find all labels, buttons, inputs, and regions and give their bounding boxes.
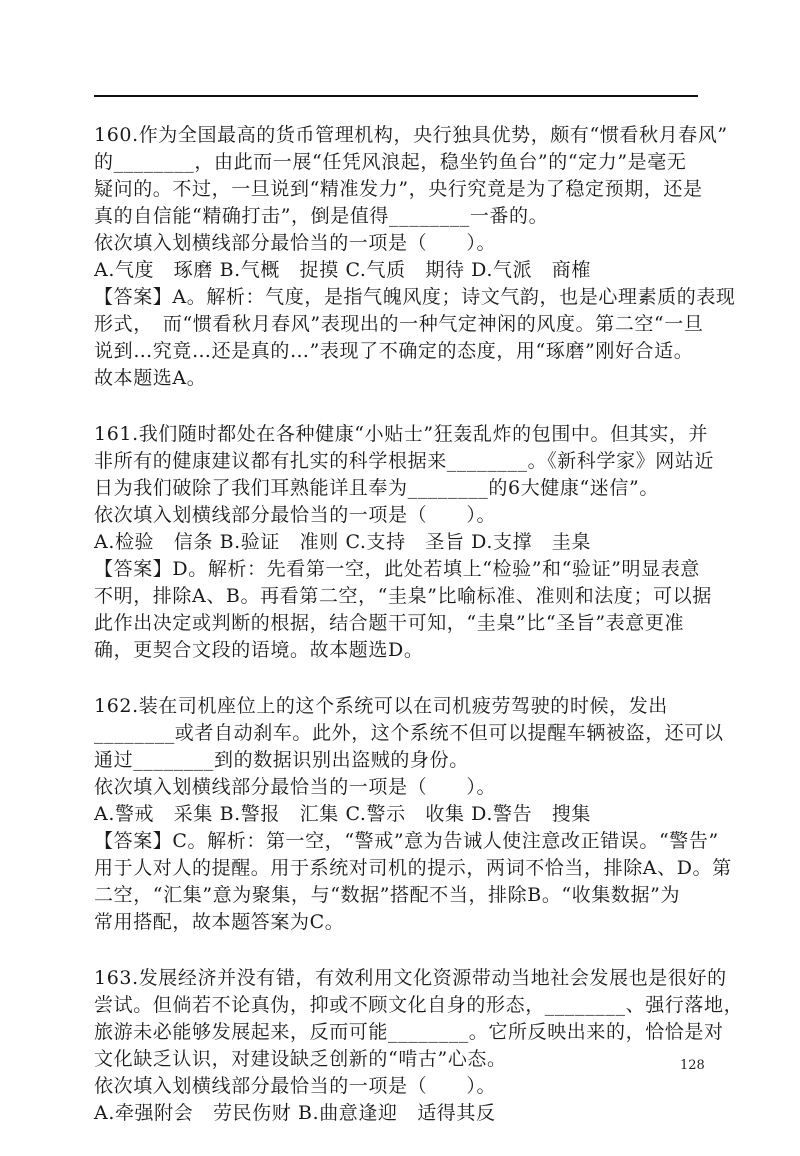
question-line: 旅游未必能够发展起来，反而可能________。它所反映出来的，恰恰是对 xyxy=(94,1021,724,1043)
question-line: 的________，由此而一展“任凭风浪起，稳坐钓鱼台”的“定力”是毫无 xyxy=(94,151,687,173)
question-prompt: 依次填入划横线部分最恰当的一项是（ ）。 xyxy=(94,232,497,254)
question-line: 非所有的健康建议都有扎实的科学根据来________。《新科学家》网站近 xyxy=(94,450,715,472)
answer-options: A.气度 琢磨 B.气概 捉摸 C.气质 期待 D.气派 商榷 xyxy=(94,259,591,281)
answer-explanation-line: 确，更契合文段的语境。故本题选D。 xyxy=(94,639,424,661)
answer-options: A.检验 信条 B.验证 准则 C.支持 圣旨 D.支撑 圭臬 xyxy=(94,531,591,553)
question-line: 日为我们破除了我们耳熟能详且奉为________的6大健康“迷信”。 xyxy=(94,477,659,499)
header-rule xyxy=(94,95,698,97)
answer-explanation-line: 二空，“汇集”意为聚集，与“数据”搭配不当，排除B。“收集数据”为 xyxy=(94,884,681,906)
question-line: 尝试。但倘若不论真伪，抑或不顾文化自身的形态，________、强行落地， xyxy=(94,994,744,1016)
question-line: 疑问的。不过，一旦说到“精准发力”，央行究竟是为了稳定预期，还是 xyxy=(94,178,703,200)
question-line: 文化缺乏认识，对建设缺乏创新的“啃古”心态。 xyxy=(94,1048,507,1070)
question-160 xyxy=(94,122,736,392)
page-number: 128 xyxy=(680,1058,705,1073)
question-162 xyxy=(94,693,732,936)
answer-explanation-line: 故本题选A。 xyxy=(94,367,207,389)
answer-explanation-line: 形式， 而“惯看秋月春风”表现出的一种气定神闲的风度。第二空“一旦 xyxy=(94,313,704,335)
question-161 xyxy=(94,421,715,664)
question-line: 161.我们随时都处在各种健康“小贴士”狂轰乱炸的包围中。但其实，并 xyxy=(94,423,709,445)
answer-explanation-line: 不明，排除A、B。再看第二空，“圭臬”比喻标准、准则和法度；可以据 xyxy=(94,585,712,607)
question-line: ________或者自动刹车。此外，这个系统不但可以提醒车辆被盗，还可以 xyxy=(94,722,724,744)
answer-explanation-line: 此作出决定或判断的根据，结合题干可知，“圭臬”比“圣旨”表意更准 xyxy=(94,612,685,634)
question-prompt: 依次填入划横线部分最恰当的一项是（ ）。 xyxy=(94,504,497,526)
question-list xyxy=(94,122,744,1156)
question-line: 163.发展经济并没有错，有效利用文化资源带动当地社会发展也是很好的 xyxy=(94,967,727,989)
question-line: 160.作为全国最高的货币管理机构，央行独具优势，颇有“惯看秋月春风” xyxy=(94,124,728,146)
answer-explanation-line: 用于人对人的提醒。用于系统对司机的提示，两词不恰当，排除A、D。第 xyxy=(94,857,732,879)
question-line: 通过________到的数据识别出盗贼的身份。 xyxy=(94,749,469,771)
question-line: 真的自信能“精确打击”，倒是值得________一番的。 xyxy=(94,205,549,227)
question-line: 162.装在司机座位上的这个系统可以在司机疲劳驾驶的时候，发出 xyxy=(94,695,668,717)
question-prompt: 依次填入划横线部分最恰当的一项是（ ）。 xyxy=(94,1075,497,1097)
answer-explanation-line: 常用搭配，故本题答案为C。 xyxy=(94,911,345,933)
answer-explanation-line: 【答案】C。解析：第一空，“警戒”意为告诫人使注意改正错误。“警告” xyxy=(94,830,719,852)
answer-explanation-line: 【答案】D。解析：先看第一空，此处若填上“检验”和“验证”明显表意 xyxy=(94,558,700,580)
answer-options: A.牵强附会 劳民伤财 B.曲意逢迎 适得其反 xyxy=(94,1102,496,1124)
answer-explanation-line: 【答案】A。解析：气度，是指气魄风度；诗文气韵，也是心理素质的表现 xyxy=(94,286,736,308)
question-prompt: 依次填入划横线部分最恰当的一项是（ ）。 xyxy=(94,776,497,798)
answer-explanation-line: 说到…究竟…还是真的…”表现了不确定的态度，用“琢磨”刚好合适。 xyxy=(94,340,694,362)
question-163 xyxy=(94,965,744,1127)
answer-options: A.警戒 采集 B.警报 汇集 C.警示 收集 D.警告 搜集 xyxy=(94,803,591,825)
